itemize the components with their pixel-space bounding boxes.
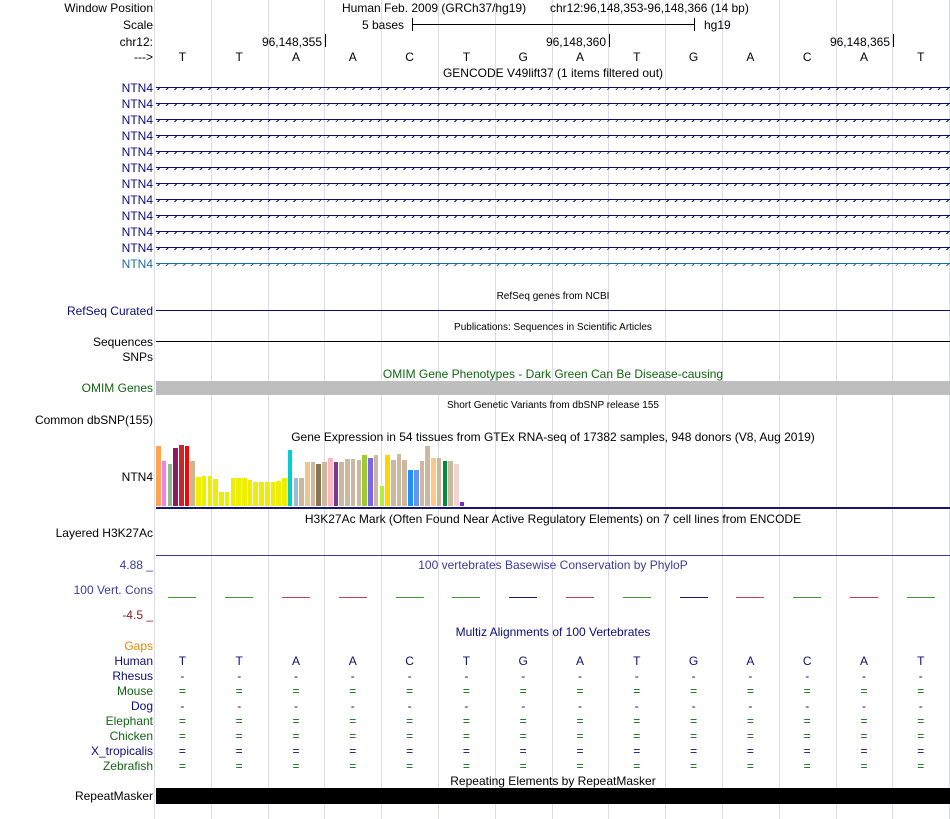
multiz-alignment-char: T — [178, 654, 187, 668]
omim-label[interactable]: OMIM Genes — [81, 381, 153, 395]
gtex-tissue-bar[interactable] — [173, 448, 178, 506]
phylop-value-mark — [168, 597, 196, 598]
gtex-tissue-bar[interactable] — [265, 482, 270, 506]
phylop-value-mark — [452, 597, 480, 598]
gtex-tissue-bar[interactable] — [420, 461, 425, 506]
dbsnp-title: Short Genetic Variants from dbSNP release 155 — [447, 400, 659, 411]
gtex-tissue-bar[interactable] — [368, 458, 373, 506]
h3k27ac-title: H3K27Ac Mark (Often Found Near Active Regulatory Elements) on 7 cell lines from ENCODE — [304, 512, 802, 526]
phylop-label[interactable]: 100 Vert. Cons — [73, 583, 153, 597]
multiz-alignment-char: = — [349, 744, 357, 758]
gtex-tissue-bar[interactable] — [162, 461, 167, 506]
multiz-alignment-char: - — [407, 699, 412, 713]
multiz-species-label[interactable]: Zebrafish — [102, 759, 153, 773]
multiz-alignment-char: = — [860, 744, 868, 758]
multiz-alignment-char: = — [576, 729, 584, 743]
multiz-alignment-char: T — [917, 654, 925, 668]
strand-arrow-label: ---> — [134, 50, 153, 64]
repeatmasker-track-bar — [156, 788, 950, 804]
multiz-alignment-char: - — [918, 669, 923, 683]
multiz-alignment-char: = — [519, 714, 527, 728]
gencode-transcript-line[interactable] — [156, 151, 950, 154]
multiz-alignment-char: = — [576, 759, 584, 773]
gtex-tissue-bar[interactable] — [448, 461, 453, 506]
gencode-transcript-line[interactable] — [156, 263, 950, 266]
gtex-tissue-bar[interactable] — [311, 462, 316, 506]
gtex-tissue-bar[interactable] — [454, 464, 459, 506]
multiz-alignment-char: = — [349, 714, 357, 728]
multiz-species-label[interactable]: Rhesus — [112, 669, 153, 683]
multiz-alignment-char: = — [519, 729, 527, 743]
base-letter: G — [518, 50, 528, 64]
multiz-alignment-char: = — [292, 744, 300, 758]
gtex-tissue-bar[interactable] — [242, 478, 247, 506]
gtex-tissue-bar[interactable] — [248, 480, 253, 506]
multiz-alignment-char: - — [634, 699, 639, 713]
gtex-tissue-bar[interactable] — [431, 458, 436, 506]
base-letter: T — [235, 50, 243, 64]
gtex-tissue-bar[interactable] — [185, 446, 190, 506]
multiz-alignment-char: = — [690, 729, 698, 743]
gtex-tissue-bar[interactable] — [328, 458, 333, 506]
multiz-alignment-char: A — [291, 654, 300, 668]
multiz-alignment-char: - — [521, 669, 526, 683]
phylop-min-label: -4.5 _ — [122, 608, 153, 622]
gtex-tissue-bar[interactable] — [351, 459, 356, 506]
multiz-alignment-char: = — [462, 714, 470, 728]
gtex-tissue-bar[interactable] — [385, 455, 390, 506]
gencode-gene-label[interactable]: NTN4 — [121, 257, 153, 271]
gencode-gene-label[interactable]: NTN4 — [121, 81, 153, 95]
multiz-alignment-char: - — [350, 669, 355, 683]
multiz-alignment-char: C — [405, 654, 414, 668]
gtex-tissue-bar[interactable] — [179, 445, 184, 506]
multiz-alignment-char: = — [803, 744, 811, 758]
multiz-alignment-char: - — [350, 699, 355, 713]
multiz-alignment-char: A — [746, 654, 755, 668]
gtex-baseline — [156, 507, 950, 509]
scale-bar-tick-right — [694, 18, 695, 31]
phylop-value-mark — [680, 597, 708, 598]
omim-track-bar — [156, 381, 950, 395]
multiz-alignment-char: = — [519, 744, 527, 758]
gtex-tissue-bar[interactable] — [168, 464, 173, 506]
multiz-alignment-char: = — [633, 729, 641, 743]
multiz-species-label[interactable]: Chicken — [109, 729, 153, 743]
phylop-value-mark — [396, 597, 424, 598]
scale-bar-tick-left — [412, 18, 413, 31]
multiz-alignment-char: = — [860, 714, 868, 728]
multiz-alignment-char: T — [462, 654, 471, 668]
multiz-alignment-char: = — [178, 684, 186, 698]
scale-bases-text: 5 bases — [362, 18, 405, 32]
multiz-alignment-char: - — [464, 699, 469, 713]
phylop-title: 100 vertebrates Basewise Conservation by PhyloP — [418, 558, 688, 572]
repeatmasker-label[interactable]: RepeatMasker — [74, 789, 153, 803]
gtex-tissue-bar[interactable] — [408, 470, 413, 506]
multiz-alignment-char: = — [803, 759, 811, 773]
multiz-alignment-char: - — [521, 699, 526, 713]
multiz-alignment-char: = — [349, 684, 357, 698]
multiz-alignment-char: - — [805, 669, 810, 683]
gtex-tissue-bar[interactable] — [282, 478, 287, 506]
gencode-gene-label[interactable]: NTN4 — [121, 177, 153, 191]
multiz-alignment-char: = — [690, 714, 698, 728]
gtex-tissue-bar[interactable] — [208, 476, 213, 506]
gtex-tissue-bar[interactable] — [374, 455, 379, 506]
phylop-value-mark — [339, 597, 367, 598]
base-letter: C — [802, 50, 812, 64]
multiz-alignment-char: = — [292, 759, 300, 773]
gencode-transcript-line[interactable] — [156, 247, 950, 250]
gtex-tissue-bar[interactable] — [437, 458, 442, 506]
h3k27ac-label: Layered H3K27Ac — [55, 526, 153, 540]
multiz-alignment-char: T — [633, 654, 641, 668]
multiz-alignment-char: = — [406, 744, 414, 758]
gtex-tissue-bar[interactable] — [339, 462, 344, 506]
gtex-tissue-bar[interactable] — [345, 459, 350, 506]
coordinate-tick — [325, 34, 326, 47]
multiz-alignment-char: = — [633, 684, 641, 698]
phylop-value-mark — [736, 597, 764, 598]
gencode-gene-label[interactable]: NTN4 — [121, 113, 153, 127]
multiz-species-label[interactable]: Dog — [130, 699, 153, 713]
refseq-label[interactable]: RefSeq Curated — [66, 304, 153, 318]
multiz-alignment-char: = — [860, 729, 868, 743]
multiz-alignment-char: = — [746, 684, 754, 698]
phylop-value-mark — [566, 597, 594, 598]
phylop-value-mark — [907, 597, 935, 598]
multiz-alignment-char: = — [746, 714, 754, 728]
gencode-transcript-line[interactable] — [156, 119, 950, 122]
multiz-alignment-char: = — [462, 744, 470, 758]
base-letter: A — [746, 50, 755, 64]
multiz-alignment-char: C — [802, 654, 812, 668]
multiz-alignment-char: = — [690, 759, 698, 773]
coordinate-label: 96,148,355 — [261, 35, 322, 49]
multiz-alignment-char: - — [407, 669, 412, 683]
multiz-alignment-char: = — [292, 714, 300, 728]
multiz-alignment-char: = — [235, 744, 243, 758]
gencode-transcript-line[interactable] — [156, 167, 950, 170]
base-letter: A — [291, 50, 300, 64]
multiz-species-label[interactable]: Human — [114, 654, 153, 668]
publications-title: Publications: Sequences in Scientific Articles — [454, 322, 652, 333]
gtex-title: Gene Expression in 54 tissues from GTEx RNA-seq of 17382 samples, 948 donors (V8, Aug 2019) — [291, 430, 815, 444]
gtex-tissue-bar[interactable] — [402, 460, 407, 506]
multiz-alignment-char: T — [235, 654, 243, 668]
multiz-alignment-char: = — [633, 744, 641, 758]
gtex-tissue-bar[interactable] — [380, 486, 385, 506]
multiz-alignment-char: = — [917, 729, 925, 743]
multiz-alignment-char: = — [746, 759, 754, 773]
multiz-alignment-char: = — [292, 684, 300, 698]
gtex-tissue-bar[interactable] — [288, 450, 293, 506]
gtex-tissue-bar[interactable] — [196, 477, 201, 506]
gtex-tissue-bar[interactable] — [219, 492, 224, 506]
phylop-value-mark — [793, 597, 821, 598]
base-grid-line — [154, 0, 155, 819]
gencode-transcript-line[interactable] — [156, 199, 950, 202]
phylop-value-mark — [225, 597, 253, 598]
base-letter: T — [633, 50, 641, 64]
phylop-value-mark — [282, 597, 310, 598]
coordinate-label: 96,148,360 — [545, 35, 606, 49]
h3k27ac-track-line — [156, 555, 950, 556]
multiz-alignment-char: = — [178, 759, 186, 773]
refseq-title: RefSeq genes from NCBI — [496, 291, 610, 302]
gencode-transcript-line[interactable] — [156, 231, 950, 234]
multiz-alignment-char: = — [462, 684, 470, 698]
gtex-tissue-bar[interactable] — [322, 462, 327, 506]
phylop-value-mark — [623, 597, 651, 598]
multiz-alignment-char: = — [178, 729, 186, 743]
gtex-tissue-bar[interactable] — [299, 478, 304, 506]
gtex-tissue-bar[interactable] — [276, 481, 281, 506]
gencode-gene-label[interactable]: NTN4 — [121, 193, 153, 207]
multiz-alignment-char: = — [178, 744, 186, 758]
omim-title: OMIM Gene Phenotypes - Dark Green Can Be Disease-causing — [382, 367, 724, 381]
gtex-tissue-bar[interactable] — [213, 479, 218, 506]
gtex-tissue-bar[interactable] — [202, 476, 207, 506]
chrom-label: chr12: — [119, 35, 153, 49]
multiz-species-label[interactable]: Mouse — [116, 684, 153, 698]
gencode-transcript-line[interactable] — [156, 103, 950, 106]
gtex-tissue-bar[interactable] — [236, 478, 241, 506]
multiz-alignment-char: - — [862, 699, 866, 713]
gtex-tissue-bar[interactable] — [334, 462, 339, 506]
multiz-alignment-char: - — [634, 669, 639, 683]
multiz-alignment-char: = — [292, 729, 300, 743]
assembly-name: Human Feb. 2009 (GRCh37/hg19) — [342, 1, 527, 15]
gtex-tissue-bar[interactable] — [294, 478, 299, 506]
multiz-alignment-char: = — [576, 714, 584, 728]
dbsnp-label: Common dbSNP(155) — [34, 413, 153, 427]
multiz-alignment-char: = — [349, 759, 357, 773]
multiz-alignment-char: = — [917, 744, 925, 758]
multiz-alignment-char: = — [519, 759, 527, 773]
phylop-value-mark — [509, 597, 537, 598]
multiz-alignment-char: = — [519, 684, 527, 698]
multiz-alignment-char: = — [235, 684, 243, 698]
gtex-tissue-bar[interactable] — [259, 482, 264, 506]
multiz-alignment-char: = — [235, 759, 243, 773]
multiz-alignment-char: = — [803, 729, 811, 743]
multiz-alignment-char: = — [917, 759, 925, 773]
gtex-tissue-bar[interactable] — [425, 446, 430, 506]
gencode-gene-label[interactable]: NTN4 — [121, 225, 153, 239]
gtex-tissue-bar[interactable] — [391, 460, 396, 506]
gencode-gene-label[interactable]: NTN4 — [121, 129, 153, 143]
multiz-alignment-char: - — [180, 669, 185, 683]
multiz-alignment-char: = — [349, 729, 357, 743]
multiz-alignment-char: = — [746, 729, 754, 743]
scale-label: Scale — [122, 18, 153, 32]
refseq-track-line — [156, 310, 950, 311]
gencode-gene-label[interactable]: NTN4 — [121, 161, 153, 175]
multiz-alignment-char: = — [860, 684, 868, 698]
gtex-tissue-bar[interactable] — [357, 460, 362, 506]
base-letter: A — [348, 50, 357, 64]
multiz-alignment-char: = — [406, 684, 414, 698]
multiz-alignment-char: = — [917, 684, 925, 698]
multiz-alignment-char: = — [406, 714, 414, 728]
gencode-title: GENCODE V49lift37 (1 items filtered out) — [442, 66, 664, 80]
multiz-alignment-char: - — [237, 669, 242, 683]
db-name: hg19 — [704, 18, 731, 32]
multiz-alignment-char: = — [462, 759, 470, 773]
base-letter: A — [575, 50, 584, 64]
base-letter: T — [462, 50, 471, 64]
gencode-transcript-line[interactable] — [156, 215, 950, 218]
phylop-max-label: 4.88 _ — [119, 558, 153, 572]
multiz-alignment-char: = — [633, 714, 641, 728]
multiz-alignment-char: = — [860, 759, 868, 773]
multiz-alignment-char: = — [803, 714, 811, 728]
coordinate-tick — [893, 34, 894, 47]
gencode-gene-label[interactable]: NTN4 — [121, 97, 153, 111]
multiz-alignment-char: - — [748, 669, 753, 683]
base-letter: T — [178, 50, 187, 64]
gencode-transcript-line[interactable] — [156, 135, 950, 138]
multiz-alignment-char: - — [805, 699, 810, 713]
gtex-tissue-bar[interactable] — [460, 502, 465, 506]
multiz-alignment-char: - — [464, 669, 469, 683]
multiz-alignment-char: = — [576, 684, 584, 698]
multiz-alignment-char: A — [348, 654, 357, 668]
gencode-gene-label[interactable]: NTN4 — [121, 241, 153, 255]
multiz-alignment-char: = — [633, 759, 641, 773]
multiz-alignment-char: G — [518, 654, 528, 668]
gtex-tissue-bar[interactable] — [362, 455, 367, 506]
multiz-alignment-char: = — [406, 729, 414, 743]
gtex-tissue-bar[interactable] — [231, 478, 236, 506]
phylop-value-mark — [850, 597, 878, 598]
multiz-alignment-char: - — [180, 699, 185, 713]
multiz-alignment-char: = — [690, 744, 698, 758]
base-letter: G — [688, 50, 699, 64]
gtex-tissue-bar[interactable] — [253, 482, 258, 506]
position-text: chr12:96,148,353-96,148,366 (14 bp) — [550, 1, 749, 15]
multiz-species-label[interactable]: X_tropicalis — [90, 744, 153, 758]
multiz-alignment-char: A — [859, 654, 868, 668]
multiz-alignment-char: - — [578, 699, 582, 713]
multiz-alignment-char: - — [294, 669, 298, 683]
multiz-alignment-char: = — [235, 714, 243, 728]
multiz-alignment-char: - — [862, 669, 866, 683]
multiz-alignment-char: - — [691, 699, 696, 713]
gtex-tissue-bar[interactable] — [271, 482, 276, 506]
multiz-alignment-char: - — [691, 669, 696, 683]
publications-track-line — [156, 341, 950, 342]
snps-label: SNPs — [122, 350, 153, 364]
multiz-alignment-char: = — [462, 729, 470, 743]
gtex-tissue-bar[interactable] — [225, 492, 230, 506]
gtex-tissue-bar[interactable] — [414, 470, 419, 506]
multiz-alignment-char: - — [918, 699, 923, 713]
gencode-transcript-line[interactable] — [156, 183, 950, 186]
multiz-alignment-char: - — [237, 699, 242, 713]
scale-bar — [412, 24, 695, 25]
multiz-species-label[interactable]: Elephant — [105, 714, 153, 728]
coordinate-tick — [609, 34, 610, 47]
multiz-alignment-char: - — [748, 699, 753, 713]
multiz-alignment-char: = — [746, 744, 754, 758]
multiz-alignment-char: = — [406, 759, 414, 773]
gtex-tissue-bar[interactable] — [305, 462, 310, 506]
coordinate-label: 96,148,365 — [829, 35, 890, 49]
multiz-alignment-char: = — [235, 729, 243, 743]
gtex-tissue-bar[interactable] — [397, 454, 402, 506]
multiz-alignment-char: = — [803, 684, 811, 698]
repeatmasker-title: Repeating Elements by RepeatMasker — [450, 774, 656, 788]
multiz-alignment-char: - — [294, 699, 298, 713]
window-position-label: Window Position — [64, 1, 153, 15]
multiz-alignment-char: = — [576, 744, 584, 758]
gtex-gene-label: NTN4 — [121, 470, 153, 484]
multiz-alignment-char: A — [575, 654, 584, 668]
base-letter: T — [917, 50, 925, 64]
gtex-tissue-bar[interactable] — [316, 464, 321, 506]
multiz-alignment-char: = — [178, 714, 186, 728]
multiz-title: Multiz Alignments of 100 Vertebrates — [455, 625, 651, 639]
base-letter: C — [405, 50, 414, 64]
multiz-alignment-char: = — [917, 714, 925, 728]
gtex-tissue-bar[interactable] — [190, 461, 195, 506]
publications-label: Sequences — [92, 335, 153, 349]
base-letter: A — [859, 50, 868, 64]
gtex-tissue-bar[interactable] — [156, 446, 161, 506]
gencode-transcript-line[interactable] — [156, 87, 950, 90]
gencode-gene-label[interactable]: NTN4 — [121, 145, 153, 159]
multiz-alignment-char: - — [578, 669, 582, 683]
gencode-gene-label[interactable]: NTN4 — [121, 209, 153, 223]
multiz-alignment-char: = — [690, 684, 698, 698]
gtex-tissue-bar[interactable] — [443, 461, 448, 506]
multiz-alignment-char: G — [688, 654, 699, 668]
multiz-gaps-label: Gaps — [124, 639, 153, 653]
